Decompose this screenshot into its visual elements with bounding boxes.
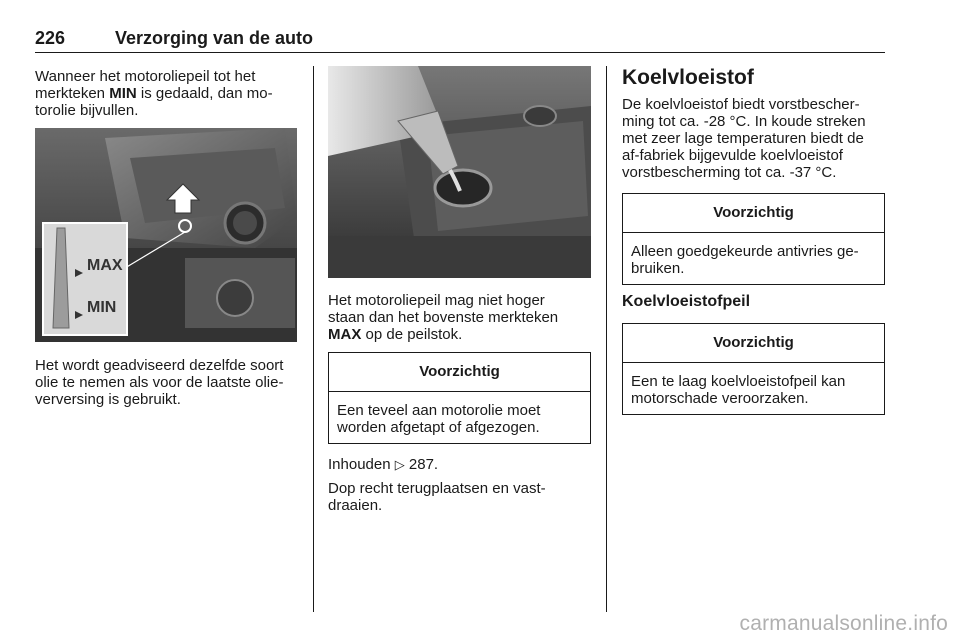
oil-filling-photo — [328, 66, 591, 278]
page-title: Verzorging van de auto — [115, 28, 314, 48]
col1-intro — [35, 68, 305, 119]
col1-line: olie te nemen als voor de laatste olie- — [35, 374, 284, 391]
col1-line: merkteken MIN is gedaald, dan mo- — [35, 85, 273, 102]
col2-line: Dop recht terugplaatsen en vast- — [328, 480, 546, 497]
col1-line: Wanneer het motoroliepeil tot het — [35, 68, 256, 85]
col3-intro — [622, 96, 892, 181]
col1-line: verversing is gebruikt. — [35, 391, 181, 408]
page-number: 226 — [35, 28, 66, 48]
col3-line: vorstbescherming tot ca. -37 °C. — [622, 164, 837, 181]
col1-advice — [35, 357, 305, 408]
section-heading-coolant: Koelvloeistof — [622, 66, 754, 89]
col3-line: De koelvloeistof biedt vorstbescher- — [622, 96, 860, 113]
col2-intro — [328, 292, 598, 343]
dipstick-max-label: MAX — [87, 257, 123, 274]
caution-title: Voorzichtig — [623, 194, 884, 233]
col3-line: ming tot ca. -28 °C. In koude streken — [622, 113, 866, 130]
col3-line: af-fabriek bijgevulde koelvloeistof — [622, 147, 843, 164]
capacity-line: Inhouden ▷ 287. — [328, 456, 439, 473]
page-header — [35, 28, 885, 53]
caution-title: Voorzichtig — [623, 324, 884, 363]
subheading-coolant-level: Koelvloeistofpeil — [622, 293, 751, 310]
dipstick-min-label: MIN — [87, 299, 117, 316]
watermark: carmanualsonline.info — [739, 612, 948, 635]
caution-box-oil — [328, 352, 591, 444]
col3-line: met zeer lage temperaturen biedt de — [622, 130, 864, 147]
caution-body: Een teveel aan motorolie moet worden afgetapt of afgezogen. — [337, 402, 541, 436]
column-divider-2 — [606, 66, 607, 612]
col2-line: draaien. — [328, 497, 383, 514]
caution-box-antifreeze — [622, 193, 885, 285]
col2-cap-instruction — [328, 480, 598, 514]
col2-line: Het motoroliepeil mag niet hoger — [328, 292, 545, 309]
column-divider-1 — [313, 66, 314, 612]
col1-line: Het wordt geadviseerd dezelfde soort — [35, 357, 284, 374]
col2-capacity — [328, 456, 598, 474]
caution-title: Voorzichtig — [329, 353, 590, 392]
page-ref-icon: ▷ — [394, 458, 405, 473]
col2-line: MAX op de peilstok. — [328, 326, 463, 343]
col1-line: torolie bijvullen. — [35, 102, 139, 119]
max-mark: MAX — [328, 326, 362, 343]
oil-dipstick-photo — [35, 128, 297, 342]
caution-box-coolant-level — [622, 323, 885, 415]
caution-body: Alleen goedgekeurde antivries ge- bruiken. — [631, 243, 859, 277]
caution-body: Een te laag koelvloeistofpeil kan motorschade veroorzaken. — [631, 373, 846, 407]
col2-line: staan dan het bovenste merkteken — [328, 309, 559, 326]
min-mark: MIN — [109, 85, 137, 102]
